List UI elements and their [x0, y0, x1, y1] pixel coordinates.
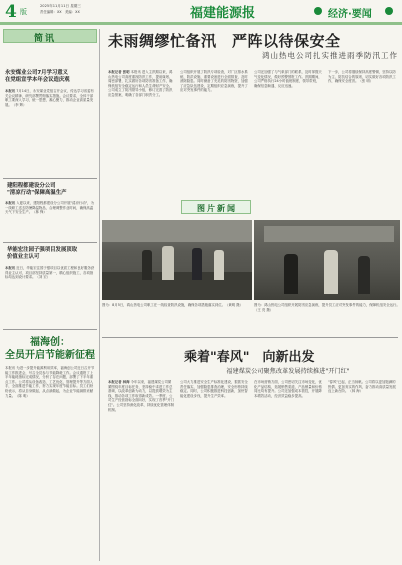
- brief-3-headline: 华能宏注园子强项目发展顶取 价值业主认可: [7, 247, 78, 260]
- column-divider: [99, 29, 100, 561]
- photo-1-figure: [192, 248, 202, 280]
- date-line: 2025年11月11日 星期三: [40, 4, 81, 8]
- brief-1-body: [5, 89, 95, 179]
- brief-2-headline: 建阳程都建设分公司 "清凉行动"保障高温生产: [7, 183, 67, 196]
- divider: [3, 242, 97, 243]
- brief-3-lead: 本报讯: [5, 266, 16, 270]
- main-subtitle: 鸿山热电公司扎实推进雨季防汛工作: [262, 51, 398, 60]
- bottom-col-4: "春风"已起，正当扬帆。公司将以更加饱满的热情、更加务实的作风，奋力推动高质量发展迈上新台阶。（林 海）: [328, 380, 396, 394]
- brief-3-body: [5, 266, 95, 322]
- brief-2-body: [5, 201, 95, 243]
- photo-2-roof: [264, 226, 394, 242]
- photo-1-ground: [102, 272, 252, 300]
- brief-3-text: 近日，华能宏注园子强项目以优质工程和良好服务获得业主认可，项目部坚持质量第一，精心组织施工，各项指标均达到设计要求。（刘 宏）: [5, 266, 95, 280]
- photo-1-caption: 图为：8月5日，鸿山热电公司职工在一线检查防汛设施，确保各项措施落实到位。（黄明 摄）: [102, 303, 244, 307]
- photo-2: [254, 220, 400, 300]
- photo-2-figure: [358, 256, 370, 294]
- section-divider: [102, 337, 398, 338]
- bottom-byline: 本报记者 林海: [108, 380, 130, 384]
- feature-box: [3, 329, 97, 562]
- bottom-subtitle: 福建煤炭公司聚焦改革发展持续推进"开门红": [226, 368, 350, 375]
- paper-name: 福建能源报: [190, 6, 256, 21]
- page-label: 版: [20, 8, 27, 16]
- main-col-1: [108, 70, 174, 194]
- photo-1-figure: [142, 250, 152, 280]
- left-column: [3, 29, 97, 562]
- brief-header: [3, 29, 97, 43]
- bottom-title: 乘着"春风" 向新出发: [184, 350, 315, 365]
- photo-1-sky: [102, 220, 252, 242]
- brief-1-lead: 本报讯: [5, 89, 16, 93]
- divider: [3, 178, 97, 179]
- photo-1-figure: [214, 250, 224, 280]
- photo-1: [102, 220, 252, 300]
- photo-label: 图片新闻: [197, 204, 237, 213]
- brief-2-lead: 本报讯: [5, 201, 16, 205]
- photo-2-figure: [324, 250, 338, 294]
- bottom-col-3: 在市场营销方面，公司密切关注市场变化，优化产品结构，拓展销售渠道，产品销量和价格同比均有提升。公司还加强成本管控，开展降本增效活动，经济效益稳步提高。: [254, 380, 322, 398]
- bottom-story: [102, 340, 400, 562]
- main-byline: 本报记者 张明: [108, 70, 130, 74]
- photo-2-figure: [284, 254, 298, 294]
- feature-body: 本报讯 为进一步提升能源利用效率，福海创公司近日召开节能工作推进会，号召全员参与节能降耗工作。会议通报了上半年能耗指标完成情况，分析了存在问题，部署了下半年重点工作。公司将从设备改造、工艺优化、管理提升等方面入手，全面推进节能工作，努力实现年度节能目标。员工们纷纷表示，将从自身做起，从点滴做起，为企业节能减排贡献力量。（陈 明）: [5, 366, 95, 398]
- bottom-text-1: 今年以来，福建煤炭公司紧紧围绕年度目标任务，坚持稳中求进工作总基调，以改革创新为动力，以提质增效为主线，推动各项工作取得新成效。一季度，公司生产经营指标全面向好，实现了首季"开门红"。公司坚持深化改革，持续优化管理体制机制。: [108, 380, 174, 412]
- photo-label-box: [181, 200, 251, 214]
- main-text-1: 本报讯 进入主汛期以来，鸿山热电公司高度重视防汛工作，提前谋划、周密部署，扎实做好各项防汛准备工作，确保机组安全稳定运行和人员生命财产安全。公司成立了防汛领导小组，修订完善了防汛应急预案，明确了各部门职责分工。: [108, 70, 173, 97]
- photo-section: [102, 198, 400, 338]
- masthead-rule: [0, 22, 402, 25]
- main-col-4: 下一步，公司将继续保持高度警惕，坚持以防为主、防抗结合的原则，切实做好各项防汛工作，确保安全度汛。（张 明）: [328, 70, 396, 84]
- photo-2-caption: 图为：鸿山热电公司组织开展防汛应急演练，提升员工应对突发事件的能力，保障机组安全运行。（王 亮 摄）: [254, 303, 400, 312]
- brief-header-text: 简讯: [34, 34, 57, 44]
- main-col-2: 公司组织开展了防汛专项检查，对厂区排水系统、防洪设施、重要设备进行全面排查，及时消除隐患。同时储备了充足的防汛物资，加强了应急队伍建设，定期组织应急演练，提升了应对突发事件的能力。: [180, 70, 248, 93]
- photo-1-figure: [162, 246, 174, 280]
- main-title: 未雨绸缪忙备汛 严阵以待保安全: [108, 32, 341, 50]
- page-number: 4: [5, 2, 17, 22]
- section-name: 经济·要闻: [328, 9, 372, 20]
- section-dot-icon: [314, 7, 322, 15]
- section-dot-icon: [385, 7, 393, 15]
- main-story: [102, 28, 400, 198]
- feature-title: 福海创： 全员开启节能新征程: [5, 337, 95, 361]
- bottom-col-1: [108, 380, 174, 560]
- editor-line: 责任编辑：XX 美编：XX: [40, 10, 80, 14]
- masthead: [0, 0, 402, 26]
- bottom-col-2: 公司大力推进安全生产标准化建设，狠抓安全责任落实，加强隐患排查治理，安全形势持续稳定。同时，公司积极推进科技创新，加快智能化建设步伐，提升生产效率。: [180, 380, 248, 398]
- brief-2-text: 入夏以来，建阳程都建设分公司开展"清凉行动"，为一线职工送去防暑降温物品，合理调整作业时间，确保高温天气下安全生产。（林 锋）: [5, 201, 94, 215]
- brief-1-headline: 永安煤业公司7月学习意义 在党组宣学本年会议造庆观: [5, 70, 70, 83]
- brief-1-text: 7月14日，永安煤业党组召开会议，传达学习省委有关会议精神，研究部署贯彻落实措施。会议要求，全体干部职工要深入学习，统一思想，凝心聚力，推动企业高质量发展。（李 辉）: [5, 89, 94, 107]
- main-col-3: 公司还加强了与气象部门的联系，及时掌握天气变化情况，做好预警预报工作。汛期期间，公司严格执行24小时值班制度，领导带班，确保信息畅通、反应迅速。: [254, 70, 322, 88]
